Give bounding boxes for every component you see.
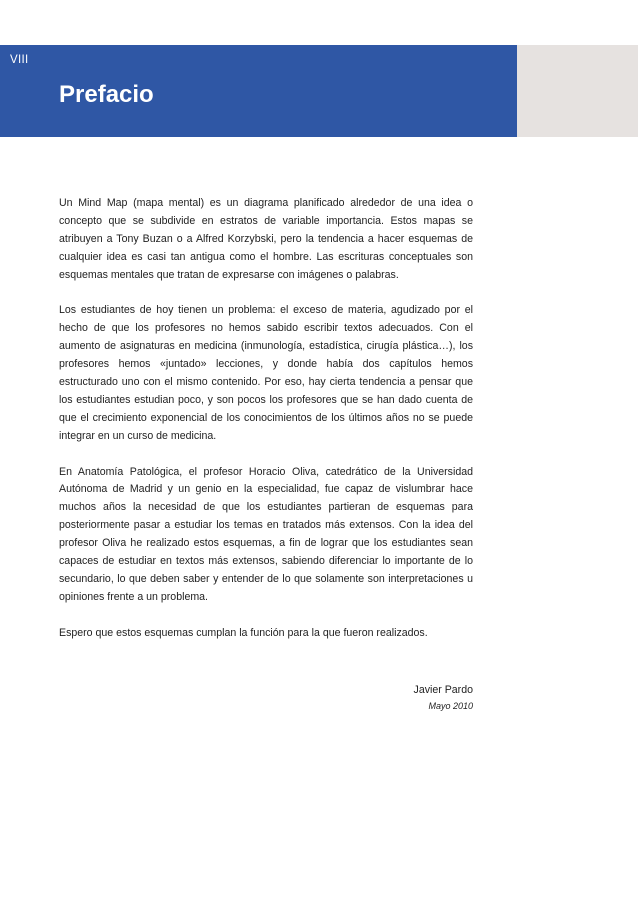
- author-name: Javier Pardo: [413, 684, 473, 696]
- paragraph-1: Un Mind Map (mapa mental) es un diagrama planificado alrededor de una idea o concepto que se subdivide en estratos de variable importancia. Estos mapas se atribuyen a Tony Buzan o a Alfred Korzybski, pero la tendencia a hacer esquemas de cualquier idea es casi tan antigua como el hombre. Las escrituras conceptuales son esquemas mentales que tratan de expresarse con imágenes o palabras.: [59, 197, 473, 281]
- header-side-block: [517, 45, 638, 137]
- paragraph-4: Espero que estos esquemas cumplan la función para la que fueron realizados.: [59, 626, 428, 639]
- signature-date: Mayo 2010: [428, 701, 473, 711]
- page-number: VIII: [10, 54, 29, 66]
- header-band: [0, 45, 517, 137]
- signature-block: [59, 682, 473, 713]
- paragraph-2: Los estudiantes de hoy tienen un problema: el exceso de materia, agudizado por el hecho de que los profesores no hemos sabido escribir textos adecuados. Con el aumento de asignaturas en medicina (inmunología, estadística, cirugía plástica…), los profesores hemos «juntado» lecciones, y donde había dos capítulos hemos estructurado uno con el mismo contenido. Por eso, hay cierta tendencia a pensar que los estudiantes estudian poco, y son pocos los profesores que se han dado cuenta de que el crecimiento exponencial de los conocimientos de los últimos años no se puede integrar en un curso de medicina.: [59, 304, 473, 442]
- paragraph-3: En Anatomía Patológica, el profesor Horacio Oliva, catedrático de la Universidad Autónoma de Madrid y un genio en la especialidad, fue capaz de vislumbrar hace muchos años la necesidad de que los estudiantes partieran de esquemas para posteriormente pasar a estudiar los temas en tratados más extensos. Con la idea del profesor Oliva he realizado estos esquemas, a fin de lograr que los estudiantes sean capaces de estudiar en textos más extensos, sabiendo diferenciar lo importante de lo secundario, lo que deben saber y entender de lo que solamente son interpretaciones u opiniones frente a un problema.: [59, 465, 473, 603]
- preface-body: [59, 195, 473, 661]
- chapter-title: Prefacio: [59, 81, 154, 108]
